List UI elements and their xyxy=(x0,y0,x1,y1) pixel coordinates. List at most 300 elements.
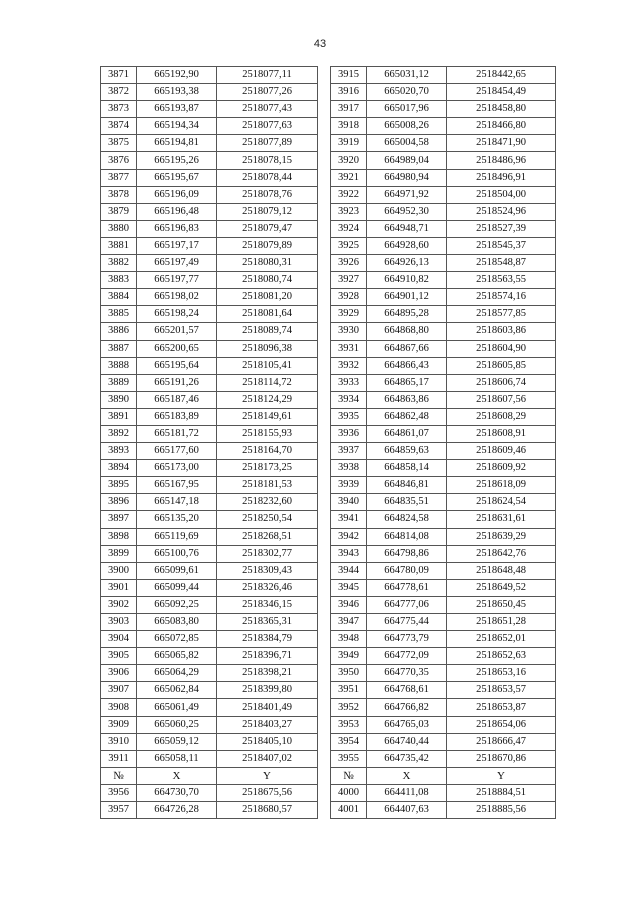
point-number-cell: 3901 xyxy=(101,579,137,596)
point-number-cell: 3892 xyxy=(101,425,137,442)
y-coordinate-cell: 2518604,90 xyxy=(447,340,556,357)
page-number: 43 xyxy=(313,38,327,50)
column-gap xyxy=(318,408,331,425)
point-number-cell: 3891 xyxy=(101,408,137,425)
x-coordinate-cell: 665195,64 xyxy=(137,357,217,374)
point-number-cell: 3882 xyxy=(101,255,137,272)
table-row xyxy=(101,255,556,272)
x-coordinate-cell: 664765,03 xyxy=(367,716,447,733)
point-number-cell: 3902 xyxy=(101,596,137,613)
y-coordinate-cell: 2518078,44 xyxy=(217,169,318,186)
y-coordinate-cell: 2518603,86 xyxy=(447,323,556,340)
y-coordinate-cell: 2518365,31 xyxy=(217,614,318,631)
point-number-cell: 3938 xyxy=(331,460,367,477)
point-number-cell: 3936 xyxy=(331,425,367,442)
y-coordinate-cell: 2518574,16 xyxy=(447,289,556,306)
point-number-cell: 3947 xyxy=(331,614,367,631)
point-number-cell: 3894 xyxy=(101,460,137,477)
column-gap xyxy=(318,750,331,767)
column-gap xyxy=(318,460,331,477)
point-number-cell: 3887 xyxy=(101,340,137,357)
column-gap xyxy=(318,391,331,408)
point-number-cell: 3952 xyxy=(331,699,367,716)
point-number-cell: 3935 xyxy=(331,408,367,425)
x-coordinate-cell: 665061,49 xyxy=(137,699,217,716)
point-number-cell: 3948 xyxy=(331,631,367,648)
point-number-cell: 3922 xyxy=(331,186,367,203)
point-number-cell: 3931 xyxy=(331,340,367,357)
x-coordinate-cell: 664735,42 xyxy=(367,750,447,767)
y-coordinate-cell: 2518563,55 xyxy=(447,272,556,289)
column-gap xyxy=(318,716,331,733)
y-coordinate-cell: 2518607,56 xyxy=(447,391,556,408)
coordinates-table xyxy=(100,66,556,819)
point-number-cell: 3944 xyxy=(331,562,367,579)
table-row xyxy=(101,203,556,220)
y-coordinate-cell: 2518149,61 xyxy=(217,408,318,425)
column-gap xyxy=(318,135,331,152)
table-row xyxy=(101,306,556,323)
column-gap xyxy=(318,682,331,699)
x-coordinate-cell: 665183,89 xyxy=(137,408,217,425)
point-number-cell: 3900 xyxy=(101,562,137,579)
x-coordinate-cell: 664859,63 xyxy=(367,443,447,460)
y-coordinate-cell: 2518605,85 xyxy=(447,357,556,374)
column-gap xyxy=(318,477,331,494)
point-number-cell: 3906 xyxy=(101,665,137,682)
x-coordinate-cell: 665196,48 xyxy=(137,203,217,220)
x-coordinate-cell: 664772,09 xyxy=(367,648,447,665)
y-coordinate-cell: 2518079,12 xyxy=(217,203,318,220)
y-coordinate-cell: 2518653,16 xyxy=(447,665,556,682)
column-gap xyxy=(318,699,331,716)
point-number-cell: 3950 xyxy=(331,665,367,682)
x-coordinate-cell: 665196,83 xyxy=(137,220,217,237)
column-gap xyxy=(318,443,331,460)
x-coordinate-cell: 665100,76 xyxy=(137,545,217,562)
point-number-cell: 3943 xyxy=(331,545,367,562)
column-gap xyxy=(318,494,331,511)
column-gap xyxy=(318,101,331,118)
x-coordinate-cell: 665135,20 xyxy=(137,511,217,528)
y-coordinate-cell: 2518401,49 xyxy=(217,699,318,716)
table-row xyxy=(101,135,556,152)
x-coordinate-cell: 665193,87 xyxy=(137,101,217,118)
point-number-cell: 3930 xyxy=(331,323,367,340)
y-coordinate-cell: 2518079,47 xyxy=(217,220,318,237)
point-number-cell: 3932 xyxy=(331,357,367,374)
y-coordinate-cell: 2518077,43 xyxy=(217,101,318,118)
y-coordinate-cell: 2518608,91 xyxy=(447,425,556,442)
y-coordinate-cell: 2518670,86 xyxy=(447,750,556,767)
table-row xyxy=(101,169,556,186)
point-number-cell: 3877 xyxy=(101,169,137,186)
x-coordinate-cell: 664926,13 xyxy=(367,255,447,272)
x-coordinate-cell: 664770,35 xyxy=(367,665,447,682)
y-coordinate-cell: 2518606,74 xyxy=(447,374,556,391)
column-gap xyxy=(318,357,331,374)
x-coordinate-cell: 665191,26 xyxy=(137,374,217,391)
point-number-cell: 3872 xyxy=(101,84,137,101)
y-coordinate-cell: 2518504,00 xyxy=(447,186,556,203)
table-row xyxy=(101,528,556,545)
point-number-cell: 3957 xyxy=(101,802,137,819)
y-coordinate-cell: 2518609,46 xyxy=(447,443,556,460)
x-coordinate-cell: 664895,28 xyxy=(367,306,447,323)
table-row xyxy=(101,750,556,767)
x-coordinate-cell: 664866,43 xyxy=(367,357,447,374)
x-coordinate-cell: 665197,77 xyxy=(137,272,217,289)
y-coordinate-cell: 2518089,74 xyxy=(217,323,318,340)
point-number-cell: 3956 xyxy=(101,784,137,801)
table-row xyxy=(101,391,556,408)
y-coordinate-cell: 2518405,10 xyxy=(217,733,318,750)
table-row xyxy=(101,733,556,750)
x-coordinate-cell: 664775,44 xyxy=(367,614,447,631)
x-coordinate-cell: X xyxy=(367,767,447,784)
column-gap xyxy=(318,596,331,613)
y-coordinate-cell: 2518181,53 xyxy=(217,477,318,494)
y-coordinate-cell: 2518309,43 xyxy=(217,562,318,579)
x-coordinate-cell: 664861,07 xyxy=(367,425,447,442)
x-coordinate-cell: 665060,25 xyxy=(137,716,217,733)
table-row xyxy=(101,272,556,289)
table-row xyxy=(101,357,556,374)
x-coordinate-cell: 664411,08 xyxy=(367,784,447,801)
y-coordinate-cell: 2518407,02 xyxy=(217,750,318,767)
table-row xyxy=(101,579,556,596)
point-number-cell: 3937 xyxy=(331,443,367,460)
x-coordinate-cell: 664948,71 xyxy=(367,220,447,237)
column-gap xyxy=(318,186,331,203)
point-number-cell: 3881 xyxy=(101,237,137,254)
point-number-cell: 3949 xyxy=(331,648,367,665)
point-number-cell: 3921 xyxy=(331,169,367,186)
y-coordinate-cell: 2518077,11 xyxy=(217,67,318,84)
column-gap xyxy=(318,289,331,306)
y-coordinate-cell: 2518403,27 xyxy=(217,716,318,733)
y-coordinate-cell: 2518302,77 xyxy=(217,545,318,562)
table-row xyxy=(101,67,556,84)
y-coordinate-cell: 2518496,91 xyxy=(447,169,556,186)
point-number-cell: 3941 xyxy=(331,511,367,528)
point-number-cell: 3940 xyxy=(331,494,367,511)
x-coordinate-cell: 665181,72 xyxy=(137,425,217,442)
point-number-cell: 3909 xyxy=(101,716,137,733)
point-number-cell: 3890 xyxy=(101,391,137,408)
table-row xyxy=(101,289,556,306)
x-coordinate-cell: 665099,44 xyxy=(137,579,217,596)
table-row xyxy=(101,118,556,135)
x-coordinate-cell: 664989,04 xyxy=(367,152,447,169)
y-coordinate-cell: 2518609,92 xyxy=(447,460,556,477)
point-number-cell: 3905 xyxy=(101,648,137,665)
point-number-cell: 3926 xyxy=(331,255,367,272)
point-number-cell: 3939 xyxy=(331,477,367,494)
column-gap xyxy=(318,255,331,272)
point-number-cell: № xyxy=(331,767,367,784)
x-coordinate-cell: 665008,26 xyxy=(367,118,447,135)
x-coordinate-cell: 664726,28 xyxy=(137,802,217,819)
table-row xyxy=(101,425,556,442)
y-coordinate-cell: 2518631,61 xyxy=(447,511,556,528)
y-coordinate-cell: 2518399,80 xyxy=(217,682,318,699)
x-coordinate-cell: 664868,80 xyxy=(367,323,447,340)
point-number-cell: 3885 xyxy=(101,306,137,323)
point-number-cell: 3884 xyxy=(101,289,137,306)
y-coordinate-cell: 2518398,21 xyxy=(217,665,318,682)
point-number-cell: 3889 xyxy=(101,374,137,391)
point-number-cell: 3918 xyxy=(331,118,367,135)
x-coordinate-cell: 665017,96 xyxy=(367,101,447,118)
x-coordinate-cell: 665177,60 xyxy=(137,443,217,460)
x-coordinate-cell: 665020,70 xyxy=(367,84,447,101)
y-coordinate-cell: 2518081,20 xyxy=(217,289,318,306)
y-coordinate-cell: 2518078,15 xyxy=(217,152,318,169)
point-number-cell: 3897 xyxy=(101,511,137,528)
table-row xyxy=(101,784,556,801)
y-coordinate-cell: 2518624,54 xyxy=(447,494,556,511)
y-coordinate-cell: 2518548,87 xyxy=(447,255,556,272)
y-coordinate-cell: 2518155,93 xyxy=(217,425,318,442)
column-gap xyxy=(318,648,331,665)
column-gap xyxy=(318,84,331,101)
table-row xyxy=(101,340,556,357)
table-row xyxy=(101,648,556,665)
x-coordinate-cell: 665197,49 xyxy=(137,255,217,272)
point-number-cell: 3934 xyxy=(331,391,367,408)
table-row xyxy=(101,614,556,631)
y-coordinate-cell: 2518442,65 xyxy=(447,67,556,84)
x-coordinate-cell: 665195,67 xyxy=(137,169,217,186)
table-row xyxy=(101,477,556,494)
header-row xyxy=(101,767,556,784)
y-coordinate-cell: 2518077,89 xyxy=(217,135,318,152)
y-coordinate-cell: Y xyxy=(217,767,318,784)
point-number-cell: 3873 xyxy=(101,101,137,118)
column-gap xyxy=(318,203,331,220)
x-coordinate-cell: 665058,11 xyxy=(137,750,217,767)
point-number-cell: 3910 xyxy=(101,733,137,750)
point-number-cell: 3871 xyxy=(101,67,137,84)
table-row xyxy=(101,84,556,101)
y-coordinate-cell: 2518527,39 xyxy=(447,220,556,237)
y-coordinate-cell: 2518680,57 xyxy=(217,802,318,819)
point-number-cell: 3875 xyxy=(101,135,137,152)
x-coordinate-cell: 664814,08 xyxy=(367,528,447,545)
y-coordinate-cell: 2518081,64 xyxy=(217,306,318,323)
x-coordinate-cell: 665187,46 xyxy=(137,391,217,408)
y-coordinate-cell: 2518114,72 xyxy=(217,374,318,391)
y-coordinate-cell: 2518653,57 xyxy=(447,682,556,699)
point-number-cell: 3898 xyxy=(101,528,137,545)
point-number-cell: 3946 xyxy=(331,596,367,613)
point-number-cell: 3883 xyxy=(101,272,137,289)
table-row xyxy=(101,716,556,733)
y-coordinate-cell: 2518173,25 xyxy=(217,460,318,477)
x-coordinate-cell: X xyxy=(137,767,217,784)
point-number-cell: 3879 xyxy=(101,203,137,220)
x-coordinate-cell: 664780,09 xyxy=(367,562,447,579)
point-number-cell: 3886 xyxy=(101,323,137,340)
column-gap xyxy=(318,579,331,596)
table-row xyxy=(101,511,556,528)
point-number-cell: 3907 xyxy=(101,682,137,699)
point-number-cell: 3915 xyxy=(331,67,367,84)
point-number-cell: 3908 xyxy=(101,699,137,716)
x-coordinate-cell: 664730,70 xyxy=(137,784,217,801)
x-coordinate-cell: 665062,84 xyxy=(137,682,217,699)
table-row xyxy=(101,596,556,613)
x-coordinate-cell: 665065,82 xyxy=(137,648,217,665)
point-number-cell: 3896 xyxy=(101,494,137,511)
y-coordinate-cell: 2518653,87 xyxy=(447,699,556,716)
y-coordinate-cell: 2518096,38 xyxy=(217,340,318,357)
y-coordinate-cell: 2518454,49 xyxy=(447,84,556,101)
point-number-cell: 3874 xyxy=(101,118,137,135)
y-coordinate-cell: 2518250,54 xyxy=(217,511,318,528)
table-row xyxy=(101,699,556,716)
y-coordinate-cell: 2518471,90 xyxy=(447,135,556,152)
x-coordinate-cell: 665031,12 xyxy=(367,67,447,84)
y-coordinate-cell: 2518077,26 xyxy=(217,84,318,101)
x-coordinate-cell: 664862,48 xyxy=(367,408,447,425)
y-coordinate-cell: 2518486,96 xyxy=(447,152,556,169)
y-coordinate-cell: 2518639,29 xyxy=(447,528,556,545)
column-gap xyxy=(318,220,331,237)
y-coordinate-cell: 2518466,80 xyxy=(447,118,556,135)
table-row xyxy=(101,101,556,118)
y-coordinate-cell: 2518642,76 xyxy=(447,545,556,562)
point-number-cell: 4001 xyxy=(331,802,367,819)
column-gap xyxy=(318,631,331,648)
column-gap xyxy=(318,67,331,84)
x-coordinate-cell: 665099,61 xyxy=(137,562,217,579)
y-coordinate-cell: 2518105,41 xyxy=(217,357,318,374)
y-coordinate-cell: 2518654,06 xyxy=(447,716,556,733)
table-row xyxy=(101,220,556,237)
x-coordinate-cell: 664824,58 xyxy=(367,511,447,528)
column-gap xyxy=(318,511,331,528)
table-row xyxy=(101,443,556,460)
y-coordinate-cell: 2518078,76 xyxy=(217,186,318,203)
column-gap xyxy=(318,802,331,819)
x-coordinate-cell: 664901,12 xyxy=(367,289,447,306)
point-number-cell: 3888 xyxy=(101,357,137,374)
point-number-cell: 3929 xyxy=(331,306,367,323)
y-coordinate-cell: 2518608,29 xyxy=(447,408,556,425)
point-number-cell: 3899 xyxy=(101,545,137,562)
column-gap xyxy=(318,272,331,289)
y-coordinate-cell: 2518384,79 xyxy=(217,631,318,648)
column-gap xyxy=(318,118,331,135)
y-coordinate-cell: 2518577,85 xyxy=(447,306,556,323)
x-coordinate-cell: 665201,57 xyxy=(137,323,217,340)
point-number-cell: 3942 xyxy=(331,528,367,545)
column-gap xyxy=(318,733,331,750)
x-coordinate-cell: 664798,86 xyxy=(367,545,447,562)
y-coordinate-cell: 2518650,45 xyxy=(447,596,556,613)
x-coordinate-cell: 665072,85 xyxy=(137,631,217,648)
x-coordinate-cell: 665167,95 xyxy=(137,477,217,494)
y-coordinate-cell: 2518649,52 xyxy=(447,579,556,596)
y-coordinate-cell: 2518079,89 xyxy=(217,237,318,254)
table-row xyxy=(101,374,556,391)
y-coordinate-cell: 2518080,74 xyxy=(217,272,318,289)
point-number-cell: 3953 xyxy=(331,716,367,733)
point-number-cell: 3878 xyxy=(101,186,137,203)
x-coordinate-cell: 665119,69 xyxy=(137,528,217,545)
x-coordinate-cell: 664777,06 xyxy=(367,596,447,613)
table-row xyxy=(101,802,556,819)
table-row xyxy=(101,545,556,562)
y-coordinate-cell: 2518885,56 xyxy=(447,802,556,819)
point-number-cell: 3880 xyxy=(101,220,137,237)
point-number-cell: 3923 xyxy=(331,203,367,220)
column-gap xyxy=(318,374,331,391)
column-gap xyxy=(318,665,331,682)
table-row xyxy=(101,237,556,254)
table-row xyxy=(101,323,556,340)
point-number-cell: 3927 xyxy=(331,272,367,289)
column-gap xyxy=(318,152,331,169)
point-number-cell: 3924 xyxy=(331,220,367,237)
x-coordinate-cell: 665147,18 xyxy=(137,494,217,511)
y-coordinate-cell: 2518618,09 xyxy=(447,477,556,494)
y-coordinate-cell: 2518545,37 xyxy=(447,237,556,254)
x-coordinate-cell: 664928,60 xyxy=(367,237,447,254)
y-coordinate-cell: 2518346,15 xyxy=(217,596,318,613)
x-coordinate-cell: 665197,17 xyxy=(137,237,217,254)
table-row xyxy=(101,408,556,425)
y-coordinate-cell: 2518652,01 xyxy=(447,631,556,648)
x-coordinate-cell: 665173,00 xyxy=(137,460,217,477)
y-coordinate-cell: 2518396,71 xyxy=(217,648,318,665)
y-coordinate-cell: 2518268,51 xyxy=(217,528,318,545)
y-coordinate-cell: 2518077,63 xyxy=(217,118,318,135)
point-number-cell: 3933 xyxy=(331,374,367,391)
y-coordinate-cell: 2518164,70 xyxy=(217,443,318,460)
x-coordinate-cell: 664407,63 xyxy=(367,802,447,819)
x-coordinate-cell: 665198,02 xyxy=(137,289,217,306)
column-gap xyxy=(318,425,331,442)
x-coordinate-cell: 664863,86 xyxy=(367,391,447,408)
point-number-cell: 3928 xyxy=(331,289,367,306)
y-coordinate-cell: 2518648,48 xyxy=(447,562,556,579)
x-coordinate-cell: 665193,38 xyxy=(137,84,217,101)
point-number-cell: 3951 xyxy=(331,682,367,699)
x-coordinate-cell: 664740,44 xyxy=(367,733,447,750)
x-coordinate-cell: 665198,24 xyxy=(137,306,217,323)
table-row xyxy=(101,494,556,511)
x-coordinate-cell: 664980,94 xyxy=(367,169,447,186)
x-coordinate-cell: 664952,30 xyxy=(367,203,447,220)
column-gap xyxy=(318,169,331,186)
point-number-cell: 3917 xyxy=(331,101,367,118)
column-gap xyxy=(318,237,331,254)
table-row xyxy=(101,665,556,682)
table-row xyxy=(101,152,556,169)
column-gap xyxy=(318,340,331,357)
y-coordinate-cell: Y xyxy=(447,767,556,784)
x-coordinate-cell: 665194,34 xyxy=(137,118,217,135)
x-coordinate-cell: 665004,58 xyxy=(367,135,447,152)
y-coordinate-cell: 2518651,28 xyxy=(447,614,556,631)
point-number-cell: 3916 xyxy=(331,84,367,101)
x-coordinate-cell: 665194,81 xyxy=(137,135,217,152)
y-coordinate-cell: 2518080,31 xyxy=(217,255,318,272)
column-gap xyxy=(318,545,331,562)
